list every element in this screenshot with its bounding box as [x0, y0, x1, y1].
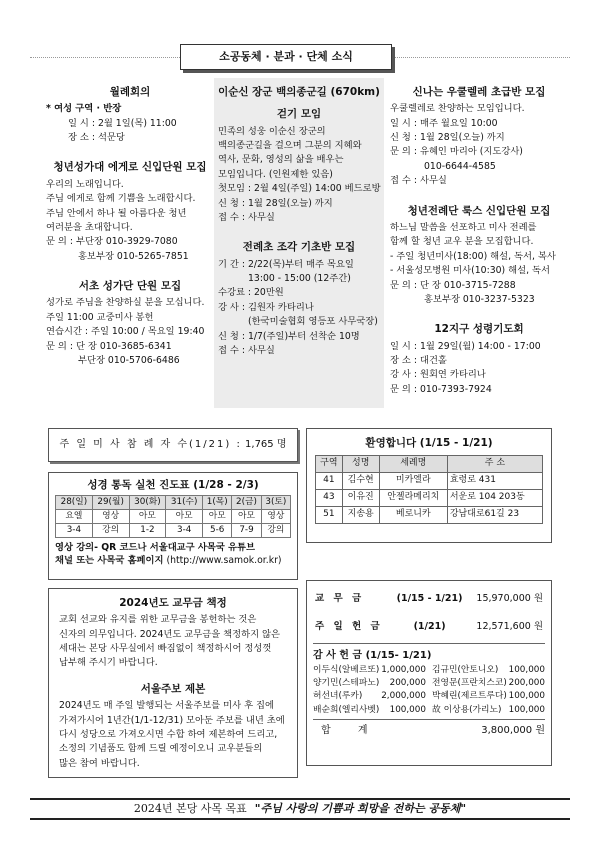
- welcome-cell: 김수현: [342, 473, 379, 490]
- welcome-cell: 베로니카: [379, 507, 447, 524]
- bible-plan-note: 채널 또는 사목국 홈페이지: [55, 554, 164, 566]
- bible-plan-box: [48, 472, 298, 580]
- welcome-cell: 서운로 104 203동: [447, 490, 542, 507]
- welcome-cell: 이유진: [342, 490, 379, 507]
- donor-amount: 100,000: [508, 704, 545, 715]
- table-row: [313, 664, 545, 677]
- youth-choir-line: 여러분을 초대합니다.: [46, 221, 133, 233]
- welcome-box: [306, 428, 552, 543]
- bible-plan-book: 요엘: [56, 510, 93, 524]
- table-row: [313, 690, 545, 703]
- sunday-offering-amount: 12,571,600 원: [476, 620, 543, 632]
- mass-attendance-box: [48, 428, 298, 462]
- welcome-cell: 효령로 431: [447, 473, 542, 490]
- lux-contact: 문 의 : 단 장 010-3715-7288: [390, 279, 516, 291]
- bible-plan-title: 성경 통독 실천 진도표 (1/28 - 2/3): [87, 479, 259, 491]
- candle-carving-teacher: 강 사 : 김원자 카타리나: [218, 301, 314, 313]
- thanks-offering-title: 감 사 헌 금 (1/15- 1/21): [313, 643, 545, 664]
- ukulele-title: 신나는 우쿨렐레 초급반 모집: [412, 86, 546, 98]
- welcome-header: 성명: [342, 456, 379, 473]
- dues-box: [48, 588, 298, 778]
- youth-choir-line: 주님 에게로 함께 기쁨을 노래합시다.: [46, 193, 196, 205]
- ukulele-line: 문 의 : 유혜인 마리아 (지도강사): [390, 146, 523, 158]
- donor-amount: 2,000,000: [381, 691, 426, 702]
- monthly-meeting-place: 장 소 : 석문당: [68, 132, 125, 144]
- seocho-choir-line: 성가로 주님을 찬양하실 분을 모십니다.: [46, 297, 205, 309]
- monthly-meeting-title: 월례회의: [109, 86, 151, 98]
- bulletin-line: 2024년도 매 주일 발행되는 서울주보를 미사 후 집에: [59, 700, 274, 712]
- walking-first-meeting: 첫모임 : 2월 4일(주일) 14:00 베드로방: [218, 183, 381, 195]
- welcome-cell: 미카엘라: [379, 473, 447, 490]
- bible-plan-book: 영상: [92, 510, 129, 524]
- youth-choir-contact: 문 의 : 부단장 010-3929-7080: [46, 236, 178, 248]
- dues-label: 교 무 금: [315, 593, 365, 604]
- total-label: 합 계: [321, 724, 380, 736]
- donor-name: 허선녀(루카): [313, 691, 363, 702]
- bulletin-line: 가져가시어 1년간(1/1-12/31) 모아둔 주보를 내년 초에: [59, 714, 285, 726]
- welcome-cell: 51: [316, 507, 343, 524]
- dues-title: 2024년도 교무금 책정: [119, 597, 227, 609]
- bible-plan-day: 28(일): [56, 496, 93, 510]
- donor-name: 박혜린(제르트루다): [431, 691, 507, 702]
- walking-line: 백의종군길을 걸으며 그분의 지혜와: [218, 139, 362, 151]
- seocho-choir-contact: 부단장 010-5706-6486: [78, 355, 180, 367]
- bible-plan-day: 3(토): [261, 496, 290, 510]
- prayer-meeting-line: 강 사 : 원회연 카타리나: [390, 369, 486, 381]
- ukulele-phone: 010-6644-4585: [424, 160, 496, 172]
- table-row: [316, 473, 543, 490]
- ukulele-line: 일 시 : 매주 월요일 10:00: [390, 117, 498, 129]
- youth-choir-line: 우리의 노래입니다.: [46, 178, 124, 190]
- bible-plan-book: 아모: [232, 510, 261, 524]
- bible-plan-table: [55, 495, 291, 538]
- dues-period: (1/15 - 1/21): [396, 593, 463, 604]
- bible-plan-chapter: 3-4: [166, 524, 203, 538]
- bible-plan-book: 아모: [203, 510, 232, 524]
- candle-carving-apply: 신 청 : 1/7(주일)부터 선착순 10명: [218, 330, 360, 342]
- bible-plan-chapter: 강의: [92, 524, 129, 538]
- walking-reception: 접 수 : 사무실: [218, 211, 275, 223]
- bulletin-title: 서울주보 제본: [140, 682, 206, 695]
- bible-plan-day: 31(수): [166, 496, 203, 510]
- finance-box: [306, 580, 552, 766]
- welcome-title: 환영합니다 (1/15 - 1/21): [365, 437, 493, 449]
- bulletin-line: 많은 참여 바랍니다.: [59, 757, 140, 769]
- parish-goal-prefix: 2024년 본당 사목 목표: [133, 802, 247, 815]
- mass-attendance-value: 1,765 명: [245, 439, 287, 450]
- dues-line: 세대는 본당 사무실에서 빠짐없이 책정하시어 정성껏: [59, 643, 272, 655]
- bible-plan-note: 영상 강의- QR 코드나 서울대교구 사목국 유튜브: [55, 542, 255, 554]
- lux-line: 함께 할 청년 교우 분을 모집합니다.: [390, 236, 534, 248]
- table-row: [313, 704, 545, 717]
- welcome-cell: 43: [316, 490, 343, 507]
- page-title: 소공동체 · 분과 · 단체 소식: [180, 44, 392, 70]
- welcome-cell: 강남대로61길 23: [447, 507, 542, 524]
- lux-line: 하느님 말씀을 선포하고 미사 전례를: [390, 221, 537, 233]
- candle-carving-line: 13:00 - 15:00 (12주간): [248, 273, 351, 285]
- bible-plan-url[interactable]: (http://www.samok.or.kr): [166, 554, 282, 566]
- candle-carving-teacher-note: (한국미술협회 영등포 사무국장): [248, 316, 378, 328]
- bible-plan-day: 1(목): [203, 496, 232, 510]
- donor-name: 이두식(알베르또): [313, 664, 380, 675]
- lux-contact: 홍보부장 010-3237-5323: [424, 294, 535, 305]
- bible-plan-book: 아모: [166, 510, 203, 524]
- lux-line: - 주일 청년미사(18:00) 해설, 독서, 복사: [390, 250, 556, 262]
- donor-amount: 1,000,000: [381, 664, 426, 675]
- prayer-meeting-line: 장 소 : 대건홀: [390, 355, 447, 367]
- donor-amount: 200,000: [508, 678, 545, 689]
- donor-amount: 100,000: [508, 691, 545, 702]
- bible-plan-day: 29(월): [92, 496, 129, 510]
- walking-line: 역사, 문화, 영성의 삶을 배우는: [218, 154, 344, 166]
- parish-goal-motto: "주님 사랑의 기쁨과 희망을 전하는 공동체": [254, 802, 467, 815]
- welcome-header: 세례명: [379, 456, 447, 473]
- welcome-header: 구역: [316, 456, 343, 473]
- welcome-cell: 안젤라메리치: [379, 490, 447, 507]
- candle-carving-reception: 접 수 : 사무실: [218, 345, 275, 357]
- seocho-choir-contact: 문 의 : 단 장 010-3685-6341: [46, 340, 172, 352]
- youth-choir-line: 주님 안에서 하나 될 아름다운 청년: [46, 207, 187, 219]
- thanks-offering-table: [313, 664, 545, 717]
- welcome-cell: 지송용: [342, 507, 379, 524]
- prayer-meeting-line: 일 시 : 1월 29일(월) 14:00 - 17:00: [390, 340, 541, 352]
- bible-plan-chapter: 3-4: [56, 524, 93, 538]
- dues-amount: 15,970,000 원: [476, 593, 543, 604]
- parish-goal-bar: [30, 798, 570, 820]
- walking-title: 이순신 장군 백의종군길 (670km): [218, 86, 380, 98]
- column-right: [388, 78, 568, 397]
- ukulele-line: 신 청 : 1월 28일(오늘) 까지: [390, 132, 505, 144]
- bible-plan-chapter: 강의: [261, 524, 290, 538]
- dues-line: 신자의 의무입니다. 2024년도 교무금을 책정하지 않은: [59, 628, 281, 640]
- bible-plan-day: 30(화): [129, 496, 166, 510]
- bulletin-line: 소정의 기념품도 함께 드릴 예정이오니 교우분들의: [59, 743, 263, 755]
- walking-apply: 신 청 : 1월 28일(오늘) 까지: [218, 197, 333, 209]
- bible-plan-book: 아모: [129, 510, 166, 524]
- walking-line: 모임입니다. (인원제한 있음): [218, 168, 333, 180]
- seocho-choir-line: 연습시간 : 주일 10:00 / 목요일 19:40: [46, 326, 205, 338]
- candle-carving-line: 기 간 : 2/22(목)부터 매주 목요일: [218, 258, 354, 270]
- table-row: [316, 507, 543, 524]
- seocho-choir-title: 서초 성가단 단원 모집: [78, 280, 182, 293]
- finance-summary: [313, 589, 545, 637]
- column-middle: [214, 78, 384, 408]
- prayer-meeting-title: 12지구 성령기도회: [434, 323, 524, 336]
- bible-plan-day: 2(금): [232, 496, 261, 510]
- youth-choir-contact: 홍보부장 010-5265-7851: [78, 250, 189, 262]
- walking-subtitle: 걷기 모임: [276, 108, 322, 121]
- lux-title: 청년전례단 룩스 신입단원 모집: [407, 204, 551, 217]
- donor-name: 전영문(프란치스코): [431, 678, 507, 689]
- donor-name: 故 이상용(가리노): [431, 704, 502, 715]
- lux-line: - 서울성모병원 미사(10:30) 해설, 독서: [390, 265, 550, 277]
- youth-choir-title: 청년성가대 에게로 신입단원 모집: [53, 161, 207, 174]
- sunday-offering-period: (1/21): [413, 620, 446, 632]
- bible-plan-chapter: 5-6: [203, 524, 232, 538]
- donor-amount: 200,000: [389, 678, 426, 689]
- prayer-meeting-line: 문 의 : 010-7393-7924: [390, 383, 492, 395]
- donor-name: 김규민(안토니오): [431, 664, 499, 675]
- thanks-total-row: [313, 719, 545, 739]
- donor-amount: 100,000: [389, 704, 426, 715]
- table-row: [313, 677, 545, 690]
- bible-plan-book: 영상: [261, 510, 290, 524]
- donor-name: 배순희(엘리사벳): [313, 704, 380, 715]
- column-left: [46, 78, 214, 368]
- walking-line: 민족의 성웅 이순신 장군의: [218, 125, 326, 137]
- sunday-offering-label: 주 일 헌 금: [315, 620, 383, 632]
- ukulele-line: 접 수 : 사무실: [390, 175, 447, 187]
- welcome-header: 주 소: [447, 456, 542, 473]
- ukulele-line: 우쿨렐레로 찬양하는 모임입니다.: [390, 103, 525, 115]
- total-amount: 3,800,000 원: [481, 724, 545, 736]
- monthly-meeting-group: * 여성 구역 · 반장: [46, 103, 122, 115]
- candle-carving-fee: 수강료 : 20만원: [218, 287, 284, 299]
- dues-line: 교회 선교와 유지를 위한 교무금을 봉헌하는 것은: [59, 614, 257, 626]
- monthly-meeting-date: 일 시 : 2월 1일(목) 11:00: [68, 117, 177, 129]
- bible-plan-chapter: 1-2: [129, 524, 166, 538]
- mass-attendance-label: 주 일 미 사 참 례 자 수(1/21) :: [59, 439, 242, 450]
- bible-plan-chapter: 7-9: [232, 524, 261, 538]
- welcome-cell: 41: [316, 473, 343, 490]
- donor-amount: 100,000: [508, 664, 545, 675]
- candle-carving-title: 전례초 조각 기초반 모집: [242, 241, 356, 254]
- table-row: [316, 490, 543, 507]
- dues-line: 납부해 주시기 바랍니다.: [59, 657, 158, 669]
- donor-name: 양기민(스테파노): [313, 678, 380, 689]
- welcome-table: [315, 455, 543, 524]
- bulletin-line: 다시 성당으로 가져오시면 수합 하여 제본하여 드리고,: [59, 728, 278, 740]
- seocho-choir-line: 주일 11:00 교중미사 봉헌: [46, 311, 154, 323]
